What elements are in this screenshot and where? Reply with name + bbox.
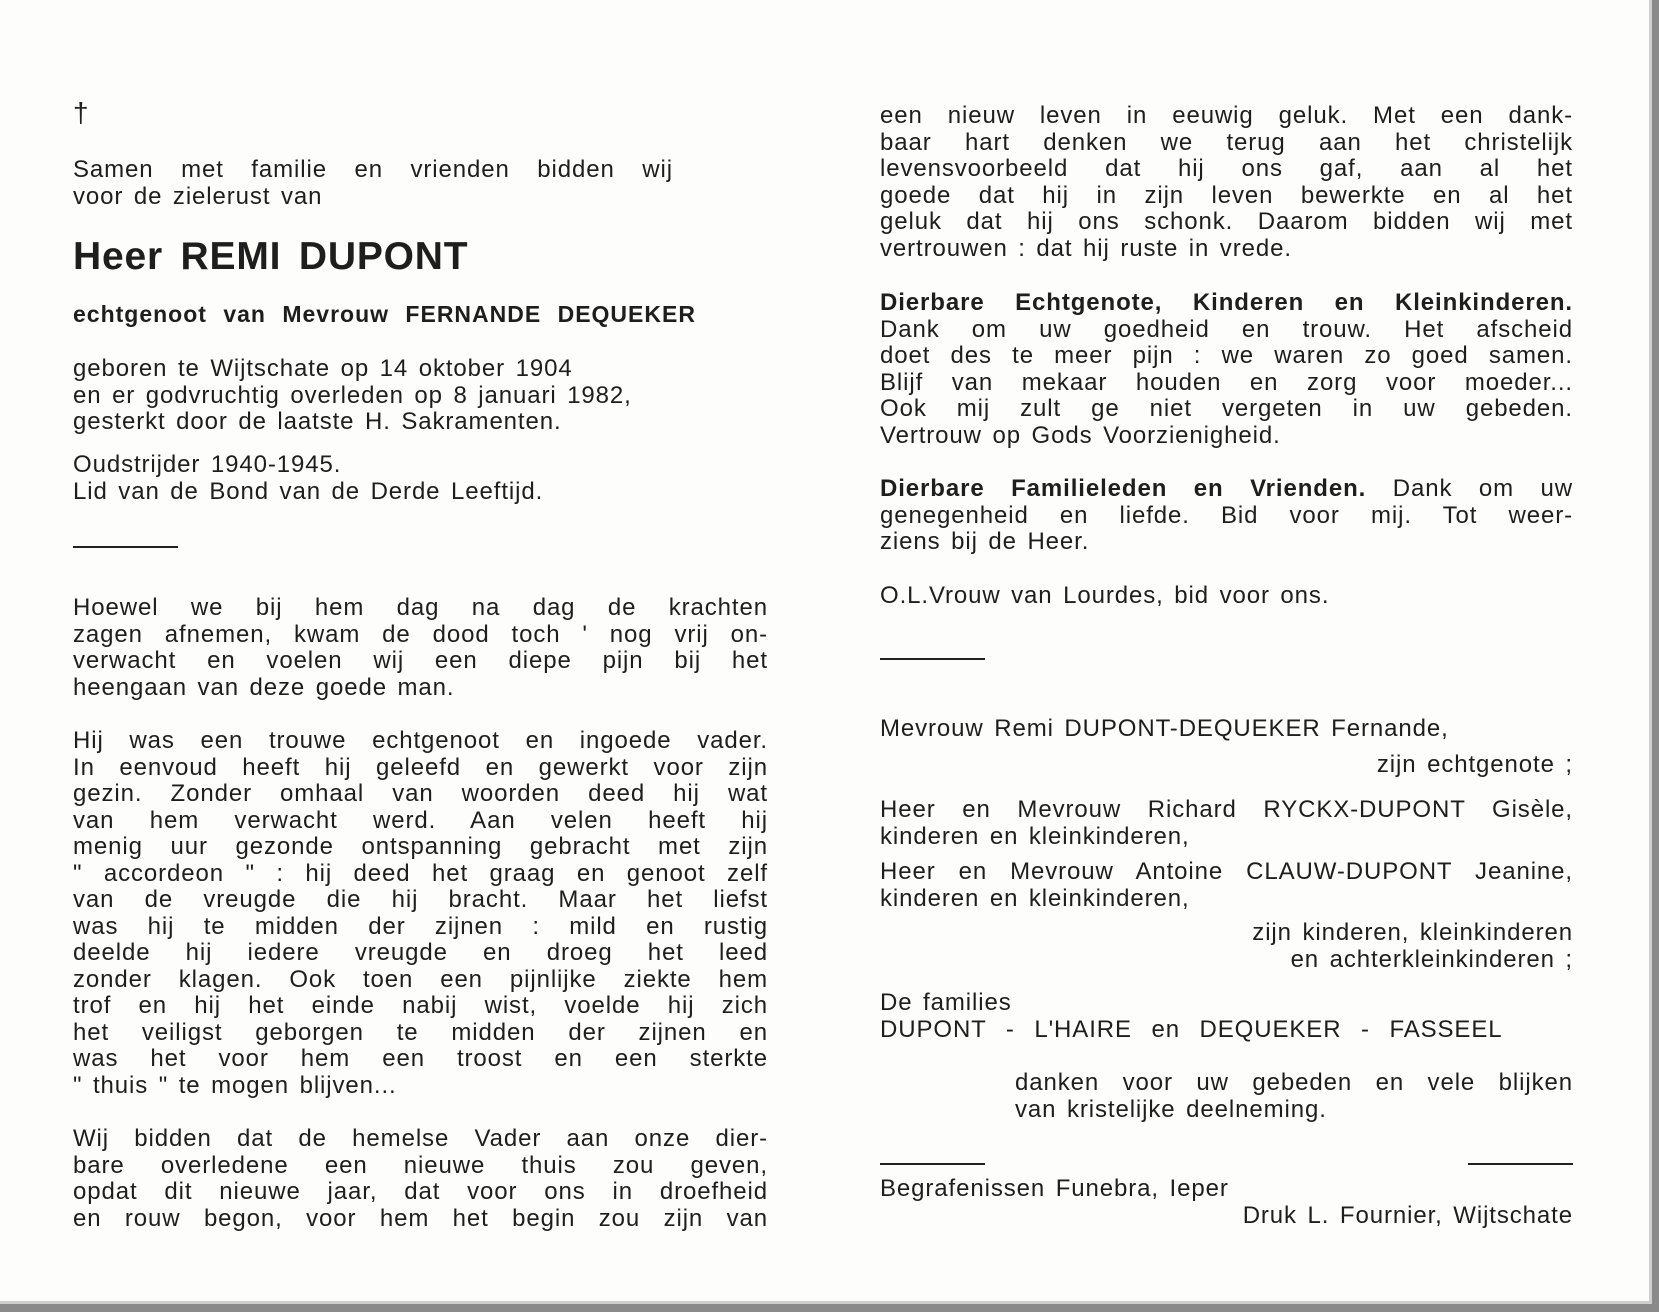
text-line: en rouw begon, voor hem het begin zou zijn van [73, 1205, 768, 1232]
text-line: levensvoorbeeld dat hij ons gaf, aan al het [880, 156, 1573, 182]
child1-entry [880, 797, 1573, 850]
widow-line: Mevrouw Remi DUPONT-DEQUEKER Fernande, [880, 715, 1449, 742]
spouse-line: echtgenoot van Mevrouw FERNANDE DEQUEKER [73, 301, 696, 327]
intro-line: Samen met familie en vrienden bidden wij [73, 156, 673, 183]
text-line: " accordeon " : hij deed het graag en genoot zelf [73, 860, 768, 887]
birth-line: en er godvruchtig overleden op 8 januari 1982, [73, 381, 632, 409]
children-role [880, 920, 1573, 973]
text-line: geluk dat hij ons schonk. Daarom bidden wij met [880, 209, 1573, 235]
child-line: Heer en Mevrouw Richard RYCKX-DUPONT Gisèle, [880, 797, 1573, 823]
thanks [1015, 1070, 1573, 1123]
families-line: De families [880, 989, 1012, 1016]
birth-details [73, 356, 768, 436]
friends-first-line [880, 476, 1573, 503]
birth-line: gesterkt door de laatste H. Sakramenten. [73, 408, 562, 435]
families-line: DUPONT - L'HAIRE en DEQUEKER - FASSEEL [880, 1015, 1503, 1043]
widow-entry [880, 716, 1573, 778]
text-line: van hem verwacht werd. Aan velen heeft hij [73, 807, 768, 834]
credits [880, 1176, 1573, 1229]
text-line: zonder klagen. Ook toen een pijnlijke ziekte hem [73, 966, 768, 993]
divider [1468, 1163, 1573, 1165]
prayer-line: O.L.Vrouw van Lourdes, bid voor ons. [880, 582, 1330, 609]
text-line: ziens bij de Heer. [880, 528, 1090, 555]
text-line: Blijf van mekaar houden en zorg voor moeder... [880, 369, 1573, 396]
divider [73, 546, 178, 548]
text-line: vertrouwen : dat hij ruste in vrede. [880, 234, 1292, 262]
text-line: heengaan van deze goede man. [73, 673, 455, 701]
text-line: genegenheid en liefde. Bid voor mij. Tot weer- [880, 502, 1573, 529]
text-line: trof en hij het einde nabij wist, voelde hij zich [73, 993, 768, 1019]
divider [880, 1163, 985, 1165]
children-role-line: zijn kinderen, kleinkinderen [1252, 919, 1573, 946]
text-line: een nieuw leven in eeuwig geluk. Met een dank- [880, 103, 1573, 129]
text-line: Wij bidden dat de hemelse Vader aan onze dier- [73, 1126, 768, 1152]
children-role-line: en achterkleinkinderen ; [1290, 945, 1573, 973]
text-line: zagen afnemen, kwam de dood toch ' nog vrij on- [73, 621, 768, 648]
families-entry [880, 990, 1573, 1043]
spouse-line-block [73, 301, 768, 328]
deceased-name: Heer REMI DUPONT [73, 235, 469, 278]
text-line: Vertrouw op Gods Voorzienigheid. [880, 421, 1281, 449]
text-line: " thuis " te mogen blijven... [73, 1071, 397, 1099]
text-line: verwacht en voelen wij een diepe pijn bij het [73, 648, 768, 674]
intro-line: voor de zielerust van [73, 182, 323, 210]
veteran-line: Oudstrijder 1940-1945. [73, 451, 342, 478]
friends-message [880, 476, 1573, 556]
text-line: Dank om uw goedheid en trouw. Het afscheid [880, 316, 1573, 343]
thanks-line: danken voor uw gebeden en vele blijken [1015, 1070, 1573, 1096]
family-heading: Dierbare Echtgenote, Kinderen en Kleinkinderen. [880, 290, 1573, 316]
cross-icon: † [73, 97, 89, 128]
friends-first-rest: Dank om uw [1392, 476, 1573, 502]
funeral-credit: Begrafenissen Funebra, Ieper [880, 1175, 1229, 1202]
text-line: baar hart denken we terug aan het christelijk [880, 129, 1573, 156]
text-line: het veiligst geborgen te midden der zijnen en [73, 1019, 768, 1046]
veteran-details [73, 452, 768, 505]
text-line: opdat dit nieuwe jaar, dat voor ons in droefheid [73, 1179, 768, 1205]
paragraph-3 [73, 1126, 768, 1232]
text-line: was het voor hem een troost en een sterkte [73, 1046, 768, 1072]
divider [880, 658, 985, 660]
prayer [880, 583, 1573, 610]
family-message [880, 290, 1573, 449]
text-line: doet des te meer pijn : we waren zo goed samen. [880, 343, 1573, 369]
veteran-line: Lid van de Bond van de Derde Leeftijd. [73, 477, 544, 505]
text-line: deelde hij iedere vreugde en droeg het leed [73, 940, 768, 966]
text-line: gezin. Zonder omhaal van woorden deed hij wat [73, 781, 768, 807]
child-sub-line: kinderen en kleinkinderen, [880, 822, 1190, 850]
right-paragraph-1 [880, 103, 1573, 262]
text-line: Ook mij zult ge niet vergeten in uw gebeden. [880, 396, 1573, 422]
intro-text [73, 157, 768, 210]
paragraph-1 [73, 595, 768, 701]
widow-role: zijn echtgenote ; [1376, 750, 1573, 778]
printer-credit: Druk L. Fournier, Wijtschate [1242, 1201, 1573, 1229]
text-line: bare overledene een nieuwe thuis zou geven, [73, 1152, 768, 1179]
text-line: menig uur gezonde ontspanning gebracht met zijn [73, 834, 768, 860]
thanks-line: van kristelijke deelneming. [1015, 1095, 1327, 1123]
paragraph-2 [73, 728, 768, 1099]
child-line: Heer en Mevrouw Antoine CLAUW-DUPONT Jeanine, [880, 859, 1573, 885]
friends-heading: Dierbare Familieleden en Vrienden. [880, 476, 1367, 502]
text-line: van de vreugde die hij bracht. Maar het liefst [73, 887, 768, 913]
birth-line: geboren te Wijtschate op 14 oktober 1904 [73, 355, 573, 382]
text-line: Hoewel we bij hem dag na dag de krachten [73, 595, 768, 621]
text-line: goede dat hij in zijn leven bewerkte en al het [880, 182, 1573, 209]
text-line: Hij was een trouwe echtgenoot en ingoede vader. [73, 728, 768, 754]
text-line: In eenvoud heeft hij geleefd en gewerkt voor zijn [73, 754, 768, 781]
child-sub-line: kinderen en kleinkinderen, [880, 884, 1190, 912]
text-line: was hij te midden der zijnen : mild en rustig [73, 913, 768, 940]
child2-entry [880, 859, 1573, 912]
